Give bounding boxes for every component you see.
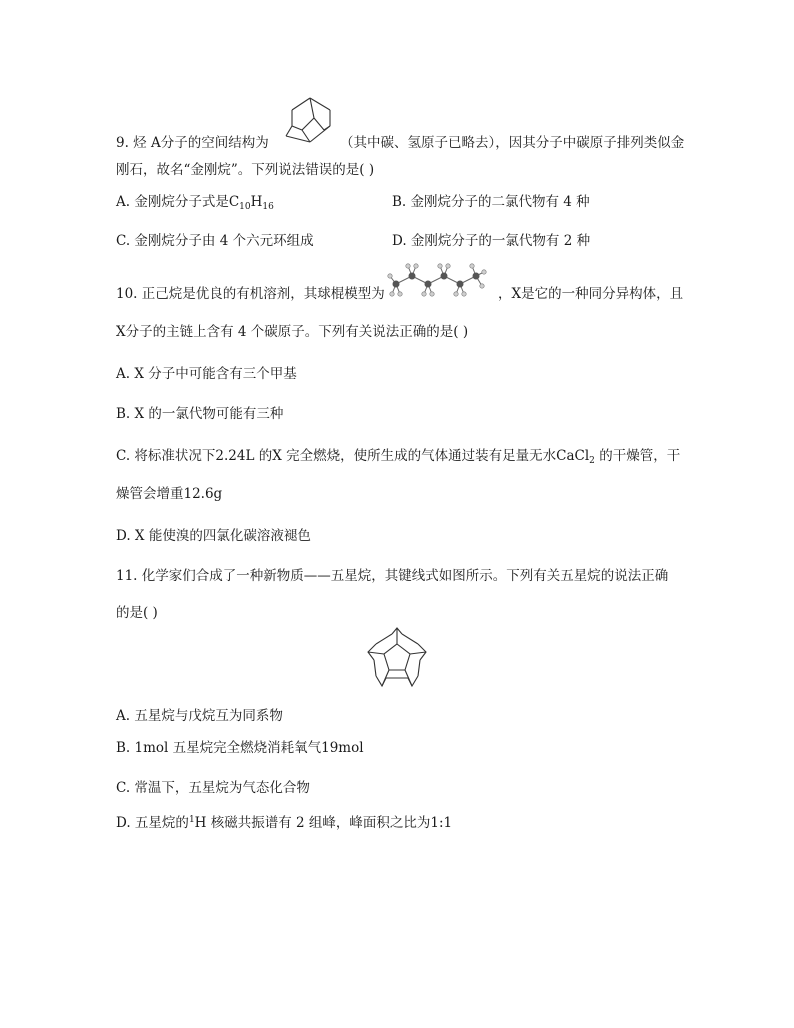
q10-option-c-sub: 2 (589, 456, 595, 466)
q11-option-d-text: D. 五星烷的 (116, 815, 189, 831)
q11-option-d-sup: 1 (188, 815, 195, 825)
q10-stem-line1-cont: ，X是它的一种同分异构体，且 (498, 286, 684, 302)
q11-option-b[interactable]: B. 1mol 五星烷完全燃烧消耗氧气19mol (116, 740, 364, 756)
q10-option-d[interactable]: D. X 能使溴的四氯化碳溶液褪色 (116, 528, 311, 544)
q10-option-c-line2: 燥管会增重12.6g (116, 486, 223, 502)
hexane-ball-stick-model-figure (386, 262, 496, 302)
q9-stem-line2: 刚石，故名“金刚烷”。下列说法错误的是( ) (116, 162, 375, 178)
q11-stem-line2: 的是( ) (116, 605, 158, 621)
q10-option-c-text: C. 将标准状况下2.24L 的X 完全燃烧，使所生成的气体通过装有足量无水CaCl (116, 448, 590, 464)
q11-option-a[interactable]: A. 五星烷与戊烷互为同系物 (116, 708, 283, 724)
q9-option-b[interactable]: B. 金刚烷分子的二氯代物有 4 种 (392, 194, 590, 210)
q11-stem-line1: 11. 化学家们合成了一种新物质——五星烷，其键线式如图所示。下列有关五星烷的说法正确 (116, 568, 669, 584)
q10-option-c[interactable] (116, 446, 680, 471)
q9-stem-part2: （其中碳、氢原子已略去），因其分子中碳原子排列类似金 (340, 135, 685, 151)
q9-stem-part1: 9. 烃 A分子的空间结构为 (116, 135, 269, 151)
q11-option-d[interactable] (116, 810, 452, 833)
q9-stem-line1 (116, 133, 269, 153)
q9-option-a-text: A. 金刚烷分子式是C (116, 194, 240, 210)
q11-option-d-text-end: H 核磁共振谱有 2 组峰，峰面积之比为1:1 (194, 815, 453, 831)
q9-option-a[interactable] (116, 192, 274, 217)
q9-stem-line1-cont (340, 133, 684, 153)
adamantane-structure-figure (284, 96, 340, 146)
q11-option-c[interactable]: C. 常温下，五星烷为气态化合物 (116, 780, 310, 796)
q9-option-a-sub-h: 16 (262, 202, 274, 212)
q9-option-c[interactable]: C. 金刚烷分子由 4 个六元环组成 (116, 233, 314, 249)
q9-option-d[interactable]: D. 金刚烷分子的一氯代物有 2 种 (392, 233, 591, 249)
pentastar-alkane-structure-figure (362, 624, 432, 694)
q10-stem-line1: 10. 正己烷是优良的有机溶剂，其球棍模型为 (116, 286, 385, 302)
q10-option-b[interactable]: B. X 的一氯代物可能有三种 (116, 406, 284, 422)
q10-stem-line2: X分子的主链上含有 4 个碳原子。下列有关说法正确的是( ) (116, 324, 469, 340)
q9-option-a-sub-c: 10 (239, 202, 251, 212)
q10-option-c-text-end: 的干燥管，干 (594, 448, 681, 464)
q10-option-a[interactable]: A. X 分子中可能含有三个甲基 (116, 366, 297, 382)
q9-option-a-h: H (250, 194, 263, 210)
